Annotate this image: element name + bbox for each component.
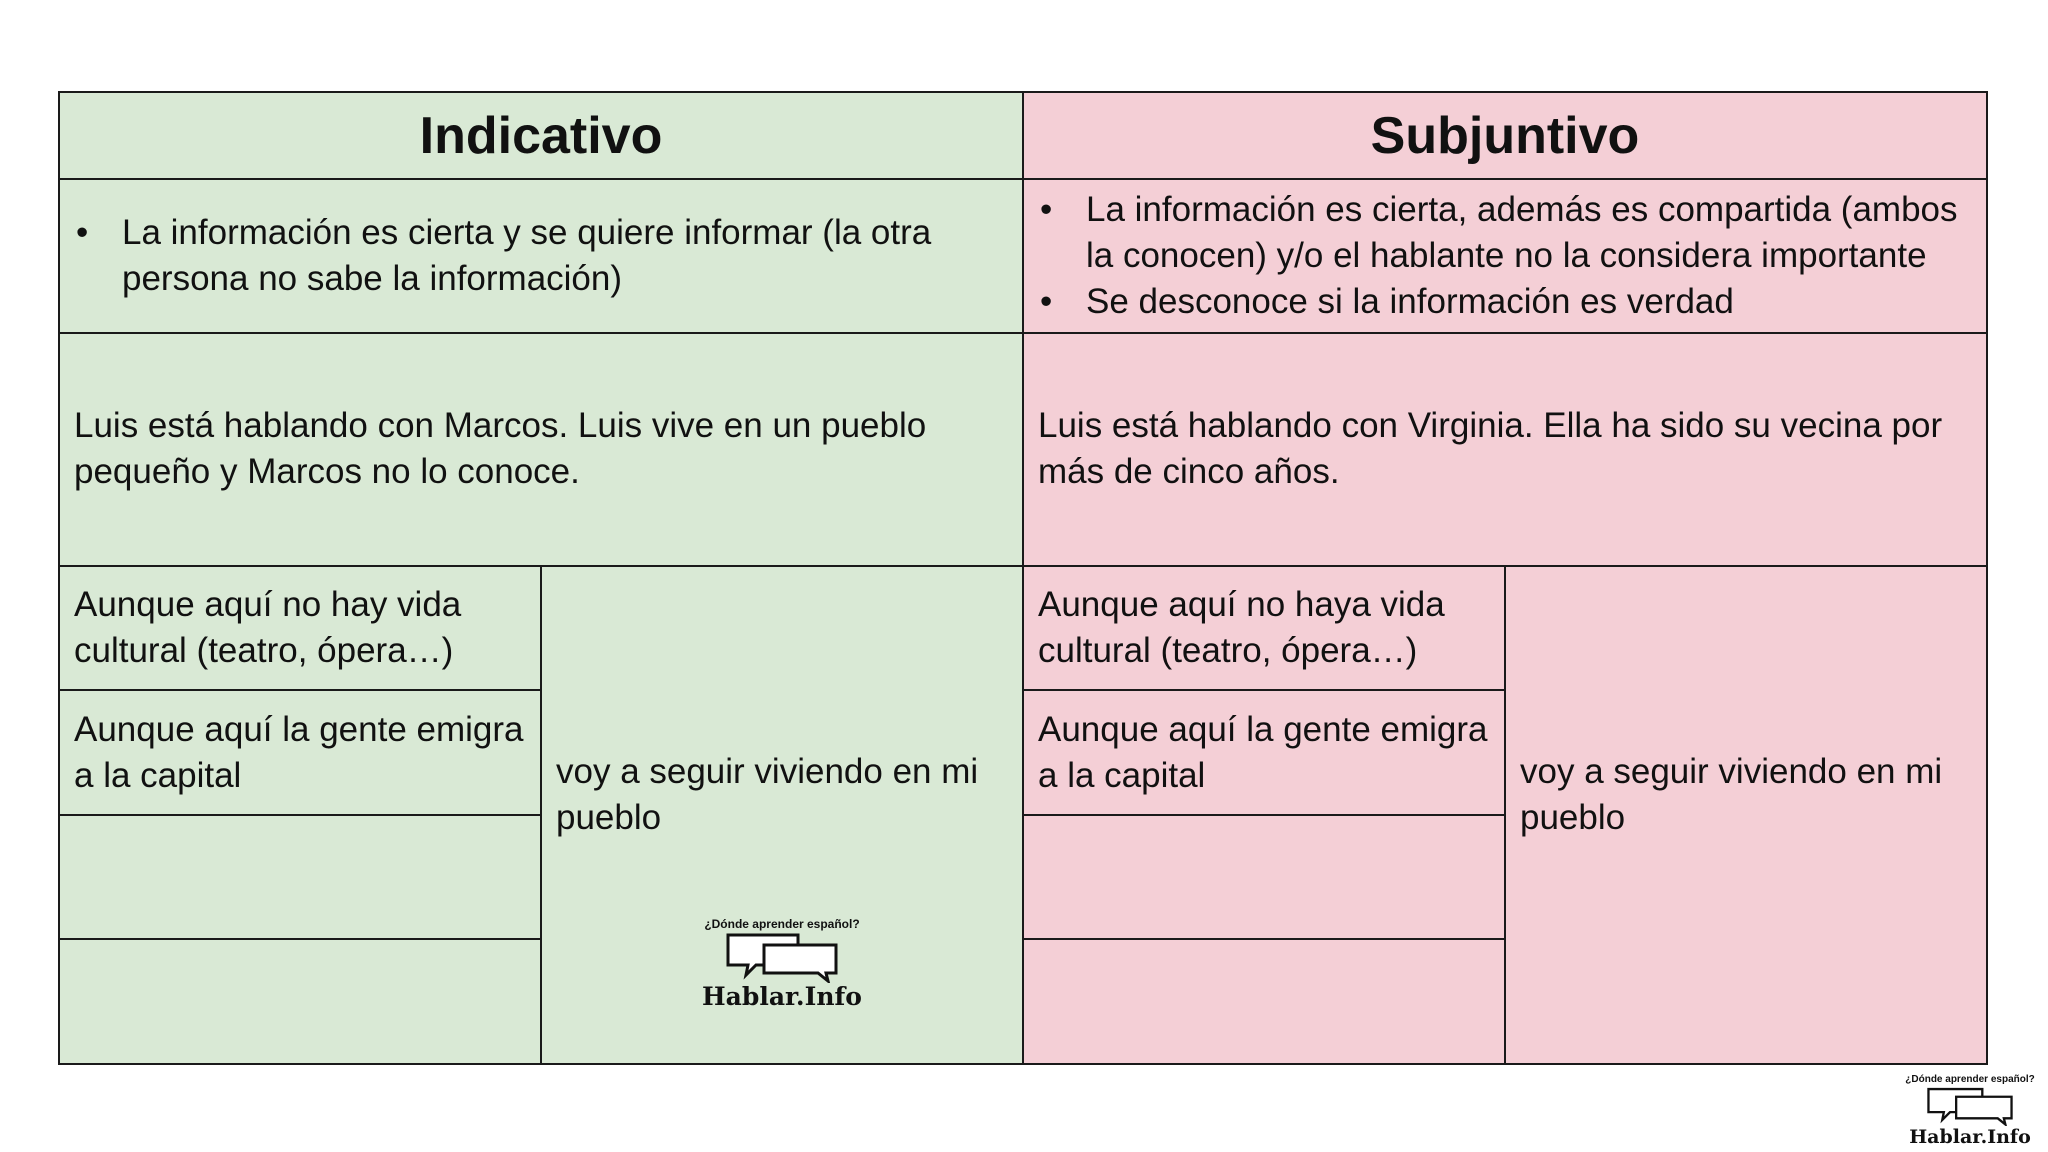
speech-bubbles-icon (722, 931, 842, 983)
rules-row (59, 179, 1987, 333)
subjuntivo-rule-list (1038, 187, 1972, 325)
subjuntivo-main-clause (1505, 566, 1987, 1064)
indicativo-clause: Aunque aquí la gente emigra a la capital (59, 690, 541, 815)
indicativo-rule: • La información es cierta y se quiere informar (la otra persona no sabe la información) (74, 210, 1008, 302)
speech-bubbles-icon (1922, 1086, 2018, 1126)
subjuntivo-rule: • La información es cierta, además es compartida (ambos la conocen) y/o el hablante no la considera importante (1038, 187, 1972, 279)
indicativo-header: Indicativo (59, 92, 1023, 179)
indicativo-clause-empty (59, 939, 541, 1064)
subjuntivo-scenario: Luis está hablando con Virginia. Ella ha sido su vecina por más de cinco años. (1023, 333, 1987, 566)
header-row (59, 92, 1987, 179)
indicativo-clause-empty (59, 815, 541, 940)
subjuntivo-clause: Aunque aquí no haya vida cultural (teatro, ópera…) (1023, 566, 1505, 691)
subjuntivo-clause-empty (1023, 815, 1505, 940)
corner-logo (1894, 1074, 2046, 1148)
corner-logo-tagline: ¿Dónde aprender español? (1905, 1074, 2035, 1085)
indicativo-clause: Aunque aquí no hay vida cultural (teatro, ópera…) (59, 566, 541, 691)
clause-row (59, 566, 1987, 691)
indicativo-rules (59, 179, 1023, 333)
subjuntivo-rules (1023, 179, 1987, 333)
subjuntivo-main-clause-text: voy a seguir viviendo en mi pueblo (1520, 751, 1943, 837)
subjuntivo-rule: • Se desconoce si la información es verdad (1038, 279, 1972, 325)
corner-logo-brand: Hablar.Info (1909, 1126, 2031, 1148)
indicativo-rule-list (74, 210, 1008, 302)
subjuntivo-clause-empty (1023, 939, 1505, 1064)
logo-tagline: ¿Dónde aprender español? (704, 917, 860, 931)
indicativo-main-clause-text: voy a seguir viviendo en mi pueblo (556, 751, 979, 837)
logo-brand: Hablar.Info (702, 982, 862, 1011)
hablar-info-logo (672, 917, 892, 1011)
indicativo-main-clause (541, 566, 1023, 1064)
scenario-row (59, 333, 1987, 566)
subjuntivo-header: Subjuntivo (1023, 92, 1987, 179)
comparison-table (58, 91, 1988, 1065)
indicativo-scenario: Luis está hablando con Marcos. Luis vive en un pueblo pequeño y Marcos no lo conoce. (59, 333, 1023, 566)
subjuntivo-clause: Aunque aquí la gente emigra a la capital (1023, 690, 1505, 815)
